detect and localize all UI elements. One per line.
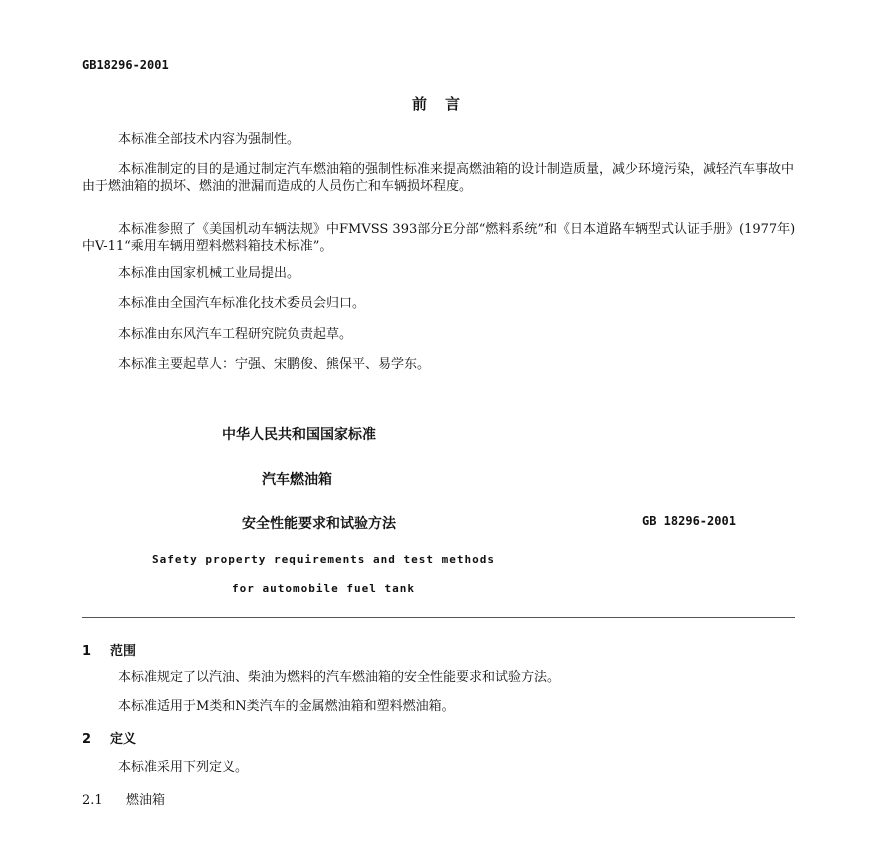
section-2-1-title: 燃油箱 [126, 793, 166, 808]
section-1-number: 1 [82, 644, 92, 659]
section-2-title: 定义 [110, 732, 137, 747]
section-2-1-number: 2.1 [82, 793, 103, 808]
foreword-paragraph-7: 本标准主要起草人：宁强、宋鹏俊、熊保平、易学东。 [118, 357, 431, 372]
section-2-1-heading [82, 789, 165, 808]
foreword-paragraph-2: 本标准制定的目的是通过制定汽车燃油箱的强制性标准来提高燃油箱的设计制造质量，减少环境污染，减轻汽车事故中由于燃油箱的损坏、燃油的泄漏而造成的人员伤亡和车辆损坏程度。 [82, 162, 795, 194]
section-2-paragraph-1: 本标准采用下列定义。 [118, 760, 249, 775]
foreword-paragraph-6: 本标准由东风汽车工程研究院负责起草。 [118, 327, 353, 342]
section-1-paragraph-2: 本标准适用于M类和N类汽车的金属燃油箱和塑料燃油箱。 [118, 699, 455, 714]
foreword-paragraph-4: 本标准由国家机械工业局提出。 [118, 266, 301, 281]
foreword-heading: 前言 [411, 95, 478, 113]
divider-line [82, 617, 795, 618]
section-1-paragraph-1: 本标准规定了以汽油、柴油为燃料的汽车燃油箱的安全性能要求和试验方法。 [118, 670, 561, 685]
standard-number: GB18296-2001 [82, 58, 169, 72]
section-1-heading [82, 640, 136, 659]
section-2-number: 2 [82, 732, 92, 747]
english-title-line-1: Safety property requirements and test methods [152, 553, 496, 566]
standard-code: GB 18296-2001 [642, 514, 736, 528]
national-standard-label: 中华人民共和国国家标准 [222, 427, 376, 443]
section-1-title: 范围 [110, 644, 137, 659]
standard-title-line-1: 汽车燃油箱 [262, 472, 332, 488]
english-title-line-2: for automobile fuel tank [232, 582, 415, 595]
section-2-heading [82, 728, 136, 747]
foreword-paragraph-5: 本标准由全国汽车标准化技术委员会归口。 [118, 296, 366, 311]
foreword-paragraph-1: 本标准全部技术内容为强制性。 [118, 132, 301, 147]
standard-title-line-2: 安全性能要求和试验方法 [242, 516, 396, 532]
foreword-paragraph-3: 本标准参照了《美国机动车辆法规》中FMVSS 393部分E分部“燃料系统”和《日本道路车辆型式认证手册》(1977年)中V-11“乘用车辆用塑料燃料箱技术标准”。 [82, 222, 796, 254]
